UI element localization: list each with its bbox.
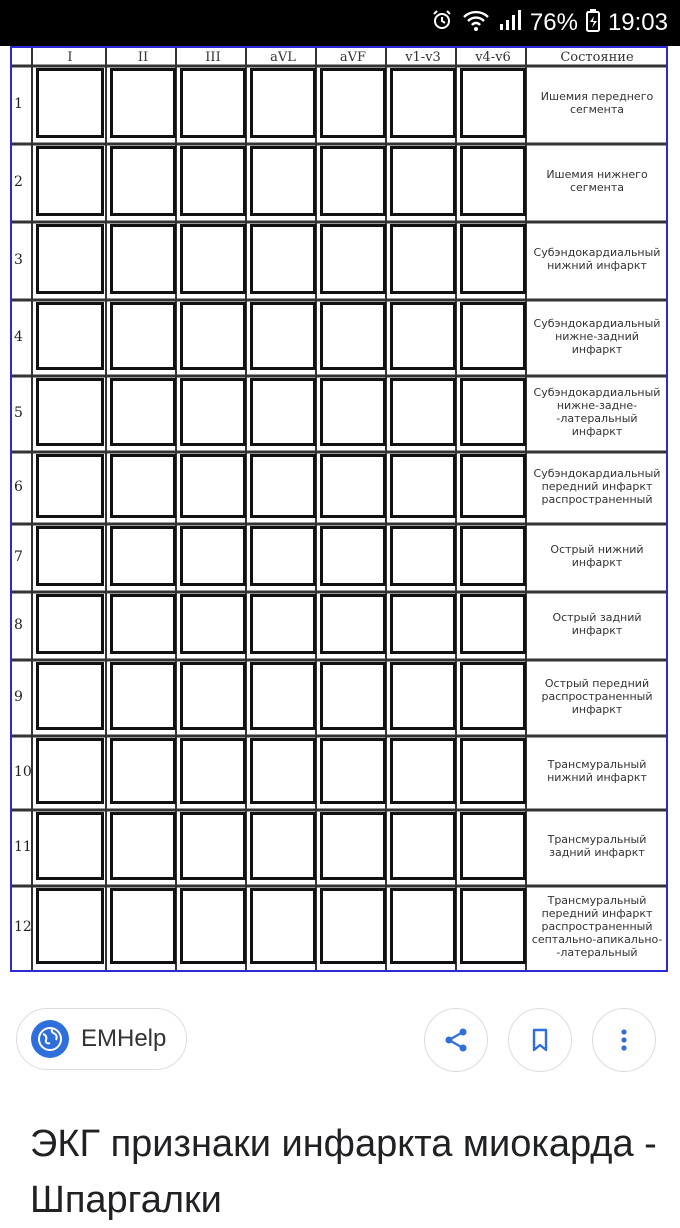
- ecg-cell: [110, 146, 176, 216]
- ecg-cell: [250, 594, 316, 654]
- clock-time: 19:03: [607, 9, 668, 36]
- ecg-cell: [36, 68, 104, 138]
- row-number: 9: [14, 689, 23, 705]
- row-number: 11: [14, 839, 32, 855]
- condition-description: Острый передний распространенный инфаркт: [541, 676, 653, 716]
- ecg-cell: [180, 454, 246, 518]
- ecg-cell: [460, 526, 526, 586]
- ecg-cell: [36, 224, 104, 294]
- ecg-cell: [320, 302, 386, 370]
- ecg-cell: [110, 224, 176, 294]
- result-details-panel: [0, 976, 680, 1221]
- ecg-cell: [250, 662, 316, 730]
- column-header: aVF: [339, 50, 367, 65]
- ecg-cell: [180, 888, 246, 964]
- ecg-cell: [36, 812, 104, 880]
- wifi-icon: [462, 8, 490, 39]
- ecg-cell: [460, 888, 526, 964]
- ecg-cell: [390, 302, 456, 370]
- row-number: 5: [14, 405, 23, 421]
- ecg-cell: [320, 662, 386, 730]
- ecg-cell: [320, 888, 386, 964]
- ecg-cell: [390, 662, 456, 730]
- ecg-cell: [460, 738, 526, 804]
- ecg-cell: [110, 68, 176, 138]
- column-header: v4-v6: [475, 50, 511, 65]
- ecg-cell: [460, 302, 526, 370]
- page-title[interactable]: ЭКГ признаки инфаркта миокарда - Шпаргалки: [30, 1123, 657, 1221]
- ecg-cell: [250, 526, 316, 586]
- column-header: aVL: [270, 50, 296, 65]
- ecg-cell: [110, 812, 176, 880]
- row-number: 10: [14, 764, 32, 780]
- ecg-cell: [390, 738, 456, 804]
- condition-description: Субэндокардиальный нижний инфаркт: [533, 246, 661, 272]
- ecg-cell: [110, 738, 176, 804]
- ecg-cell: [390, 454, 456, 518]
- source-name: EMHelp: [81, 1025, 167, 1052]
- row-number: 7: [14, 549, 23, 565]
- ecg-cell: [110, 454, 176, 518]
- ecg-cell: [110, 378, 176, 446]
- ecg-cell: [110, 594, 176, 654]
- ecg-cell: [460, 378, 526, 446]
- row-number: 4: [14, 329, 23, 345]
- ecg-cell: [460, 454, 526, 518]
- ecg-table-image[interactable]: [10, 46, 668, 972]
- ecg-cell: [390, 594, 456, 654]
- ecg-cell: [390, 526, 456, 586]
- ecg-cell: [320, 146, 386, 216]
- ecg-cell: [36, 526, 104, 586]
- ecg-cell: [390, 812, 456, 880]
- ecg-cell: [180, 594, 246, 654]
- ecg-cell: [180, 146, 246, 216]
- ecg-cell: [460, 68, 526, 138]
- ecg-cell: [320, 454, 386, 518]
- condition-description: Трансмуральный передний инфаркт распространенный септально-апикально- -латеральный: [531, 893, 663, 959]
- condition-description: Трансмуральный нижний инфаркт: [547, 758, 647, 784]
- ecg-cell: [320, 224, 386, 294]
- ecg-cell: [460, 146, 526, 216]
- column-header: v1-v3: [405, 50, 441, 65]
- ecg-cell: [110, 302, 176, 370]
- ecg-cell: [110, 662, 176, 730]
- column-header: Состояние: [560, 50, 634, 65]
- row-number: 2: [14, 174, 23, 190]
- ecg-cell: [36, 888, 104, 964]
- ecg-cell: [460, 594, 526, 654]
- status-bar: [0, 0, 680, 46]
- ecg-cell: [460, 224, 526, 294]
- ecg-cell: [320, 378, 386, 446]
- ecg-cell: [250, 738, 316, 804]
- ecg-cell: [36, 302, 104, 370]
- status-icons: [430, 6, 668, 40]
- column-header: II: [137, 50, 149, 65]
- more-vertical-icon: [609, 1025, 639, 1055]
- ecg-cell: [320, 738, 386, 804]
- condition-description: Острый задний инфаркт: [552, 611, 642, 637]
- ecg-cell: [320, 68, 386, 138]
- condition-description: Субэндокардиальный нижне-задне- -латеральный инфаркт: [533, 386, 661, 438]
- ecg-cell: [320, 812, 386, 880]
- ecg-cell: [36, 454, 104, 518]
- ecg-cell: [250, 68, 316, 138]
- bookmark-button[interactable]: [508, 1008, 572, 1072]
- ecg-cell: [180, 812, 246, 880]
- ecg-cell: [250, 146, 316, 216]
- ecg-cell: [250, 378, 316, 446]
- ecg-cell: [390, 224, 456, 294]
- ecg-cell: [250, 888, 316, 964]
- condition-description: Острый нижний инфаркт: [550, 543, 644, 569]
- ecg-cell: [250, 224, 316, 294]
- condition-description: Трансмуральный задний инфаркт: [547, 833, 647, 859]
- ecg-cell: [250, 302, 316, 370]
- ecg-cell: [180, 378, 246, 446]
- source-chip[interactable]: [16, 1008, 187, 1070]
- ecg-cell: [390, 378, 456, 446]
- alarm-icon: [430, 8, 454, 39]
- ecg-cell: [36, 146, 104, 216]
- ecg-cell: [250, 812, 316, 880]
- condition-description: Субэндокардиальный нижне-задний инфаркт: [533, 316, 661, 356]
- share-icon: [441, 1025, 471, 1055]
- ecg-cell: [390, 146, 456, 216]
- ecg-cell: [36, 738, 104, 804]
- ecg-cell: [180, 68, 246, 138]
- share-button[interactable]: [424, 1008, 488, 1072]
- ecg-cell: [390, 68, 456, 138]
- condition-description: Субэндокардиальный передний инфаркт распространенный: [533, 466, 661, 506]
- bookmark-icon: [525, 1025, 555, 1055]
- column-header: I: [67, 50, 73, 65]
- signal-icon: [498, 8, 522, 39]
- row-number: 3: [14, 252, 23, 268]
- ecg-cell: [460, 812, 526, 880]
- column-header: III: [205, 50, 221, 65]
- battery-percent: 76%: [529, 9, 578, 36]
- ecg-cell: [460, 662, 526, 730]
- ecg-cell: [180, 302, 246, 370]
- ecg-cell: [36, 378, 104, 446]
- ecg-cell: [390, 888, 456, 964]
- ecg-cell: [320, 526, 386, 586]
- row-number: 1: [14, 96, 23, 112]
- row-number: 12: [14, 919, 32, 935]
- globe-icon: [31, 1020, 69, 1058]
- ecg-cell: [320, 594, 386, 654]
- ecg-cell: [180, 662, 246, 730]
- row-number: 8: [14, 617, 23, 633]
- ecg-cell: [36, 662, 104, 730]
- ecg-cell: [180, 738, 246, 804]
- ecg-cell: [110, 526, 176, 586]
- more-options-button[interactable]: [592, 1008, 656, 1072]
- ecg-cell: [180, 224, 246, 294]
- ecg-cell: [36, 594, 104, 654]
- ecg-cell: [250, 454, 316, 518]
- ecg-cell: [180, 526, 246, 586]
- image-viewer[interactable]: [0, 46, 680, 976]
- condition-description: Ишемия нижнего сегмента: [546, 168, 648, 194]
- ecg-cell: [110, 888, 176, 964]
- row-number: 6: [14, 479, 23, 495]
- condition-description: Ишемия переднего сегмента: [540, 90, 654, 116]
- battery-icon: [586, 8, 600, 39]
